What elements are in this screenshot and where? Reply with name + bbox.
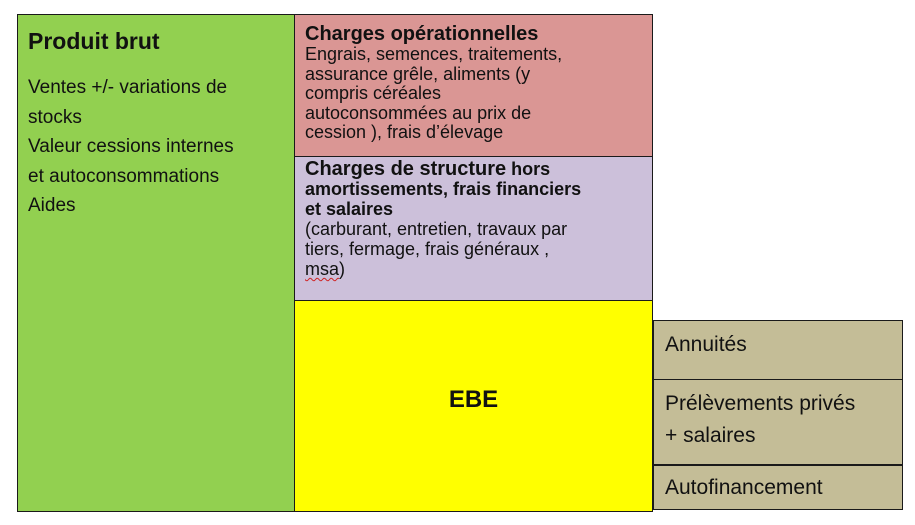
charges-structure-box [294,156,653,302]
produit-brut-line: Ventes +/- variations de [28,77,228,98]
charges-operationnelles-line: autoconsommées au prix de [305,102,532,123]
charges-operationnelles-line: compris céréales [305,83,442,103]
charges-operationnelles-title: Charges opérationnelles [305,23,539,45]
ebe-label: EBE [448,386,499,413]
charges-structure-bold-line: amortissements, frais financiers [305,179,582,199]
prelevements-label: Prélèvements privés [665,392,856,415]
produit-brut-line: stocks [28,106,82,128]
charges-operationnelles-box [294,14,653,158]
annuites-label: Annuités [665,333,747,356]
produit-brut-line: Aides [28,195,76,216]
charges-structure-close-paren: ) [339,259,346,279]
autofinancement-box [653,465,903,510]
autofinancement-label: Autofinancement [665,476,823,499]
prelevements-box [653,379,903,465]
produit-brut-line: Valeur cessions internes [28,136,234,157]
charges-operationnelles-line: Engrais, semences, traitements, [305,44,563,64]
salaires-label: + salaires [665,424,756,447]
charges-structure-title-rest: hors [506,159,551,179]
produit-brut-line: et autoconsommations [28,165,220,187]
charges-structure-line: tiers, fermage, frais généraux , [305,239,550,259]
annuites-box [653,320,903,381]
charges-operationnelles-line: cession ), frais d’élevage [305,122,504,142]
produit-brut-title: Produit brut [28,28,160,54]
charges-operationnelles-line: assurance grêle, aliments (y [305,63,531,84]
produit-brut-box [17,14,296,512]
charges-structure-title-main: Charges de structure [305,158,507,180]
charges-structure-msa: msa [305,259,340,279]
charges-structure-bold-line: et salaires [305,199,394,219]
charges-structure-line: (carburant, entretien, travaux par [305,219,568,239]
ebe-box [294,300,653,512]
charges-structure-last-line [305,259,644,279]
charges-structure-title [305,159,644,179]
